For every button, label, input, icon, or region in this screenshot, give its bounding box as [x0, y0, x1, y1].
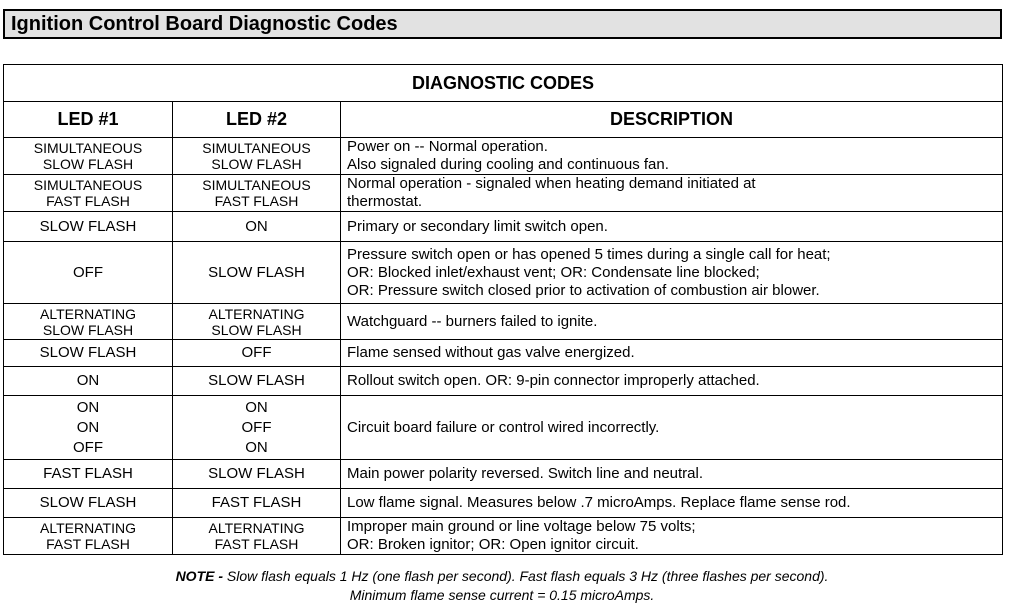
description-text: Circuit board failure or control wired incorrectly.: [347, 418, 660, 436]
led-state-text: OFF: [73, 438, 103, 456]
description-text: Primary or secondary limit switch open.: [347, 217, 608, 235]
page-title: Ignition Control Board Diagnostic Codes: [11, 13, 398, 35]
column-header-led1: LED #1: [4, 102, 173, 138]
cell-led2: [173, 304, 341, 340]
cell-led1: [4, 367, 173, 396]
table-row: [4, 340, 1003, 367]
description-text: OR: Broken ignitor; OR: Open ignitor circuit.: [347, 536, 639, 553]
cell-led2: [173, 460, 341, 489]
cell-led2: [173, 518, 341, 555]
table-row: [4, 175, 1003, 212]
cell-description: [341, 460, 1003, 489]
cell-description: [341, 175, 1003, 212]
cell-led2: [173, 138, 341, 175]
table-title-row: [4, 65, 1003, 102]
led-state-text: FAST FLASH: [43, 465, 133, 482]
led-state-text: SIMULTANEOUS: [202, 177, 311, 193]
table-row: [4, 242, 1003, 304]
description-text: Low flame signal. Measures below .7 microAmps. Replace flame sense rod.: [347, 494, 851, 511]
led-state-text: OFF: [241, 344, 272, 361]
note-text: Slow flash equals 1 Hz (one flash per second). Fast flash equals 3 Hz (three flashes per second).: [223, 568, 829, 584]
cell-led1: [4, 460, 173, 489]
cell-led2: [173, 340, 341, 367]
column-header-led2: LED #2: [173, 102, 341, 138]
cell-led1: [4, 396, 173, 460]
table-row: [4, 460, 1003, 489]
note-label: NOTE -: [175, 568, 224, 584]
table-body: [4, 138, 1003, 555]
led-state-text: ON: [245, 438, 268, 456]
led-state-text: SLOW FLASH: [39, 494, 137, 511]
led-state-text: ALTERNATING: [40, 520, 136, 536]
description-text: Normal operation - signaled when heating demand initiated at: [347, 175, 756, 192]
cell-led1: [4, 175, 173, 212]
led-state-text: SLOW FLASH: [208, 372, 305, 389]
cell-led1: [4, 242, 173, 304]
led-state-text: ON: [76, 418, 100, 436]
description-text: Main power polarity reversed. Switch line and neutral.: [347, 465, 704, 482]
description-text: OR: Pressure switch closed prior to activation of combustion air blower.: [347, 281, 820, 299]
table-row: [4, 212, 1003, 242]
led-state-text: ON: [245, 398, 268, 416]
led-state-text: ON: [76, 372, 100, 389]
led-state-text: SLOW FLASH: [208, 465, 305, 482]
cell-led2: [173, 489, 341, 518]
led-state-text: ALTERNATING: [40, 305, 136, 322]
led-state-text: SIMULTANEOUS: [33, 140, 143, 156]
table-row: [4, 304, 1003, 340]
description-text: thermostat.: [347, 193, 423, 210]
led-state-text: FAST FLASH: [214, 536, 299, 552]
led-state-text: SLOW FLASH: [211, 321, 302, 338]
led-state-text: OFF: [241, 418, 272, 436]
led-state-text: SLOW FLASH: [211, 156, 302, 172]
led-state-text: ALTERNATING: [208, 520, 305, 536]
description-text: Also signaled during cooling and continuous fan.: [347, 156, 669, 173]
cell-led1: [4, 489, 173, 518]
description-text: Power on -- Normal operation.: [347, 138, 548, 155]
cell-led1: [4, 138, 173, 175]
table-row: [4, 367, 1003, 396]
led-state-text: SLOW FLASH: [39, 217, 137, 235]
cell-description: [341, 518, 1003, 555]
cell-led1: [4, 518, 173, 555]
cell-led1: [4, 340, 173, 367]
description-text: Pressure switch open or has opened 5 times during a single call for heat;: [347, 245, 831, 263]
led-state-text: SLOW FLASH: [208, 263, 305, 281]
table-row: [4, 489, 1003, 518]
cell-description: [341, 212, 1003, 242]
page-title-banner: [3, 9, 1002, 39]
cell-led2: [173, 367, 341, 396]
note-line2: [0, 585, 1004, 605]
table-row: [4, 138, 1003, 175]
led-state-text: ON: [76, 398, 100, 416]
cell-description: [341, 242, 1003, 304]
cell-led1: [4, 212, 173, 242]
column-header-description: DESCRIPTION: [341, 102, 1003, 138]
led-state-text: ON: [245, 217, 268, 235]
led-state-text: SIMULTANEOUS: [202, 140, 311, 156]
cell-led2: [173, 242, 341, 304]
cell-led2: [173, 396, 341, 460]
note: [0, 566, 1004, 586]
cell-led2: [173, 212, 341, 242]
description-text: Flame sensed without gas valve energized.: [347, 344, 635, 361]
cell-description: [341, 396, 1003, 460]
diagnostic-codes-table: [3, 64, 1003, 555]
cell-description: [341, 138, 1003, 175]
led-state-text: FAST FLASH: [214, 193, 299, 209]
led-state-text: OFF: [73, 263, 103, 281]
led-state-text: SLOW FLASH: [39, 344, 137, 361]
cell-led1: [4, 304, 173, 340]
led-state-text: FAST FLASH: [46, 193, 130, 209]
cell-description: [341, 304, 1003, 340]
led-state-text: FAST FLASH: [46, 536, 130, 552]
description-text: Watchguard -- burners failed to ignite.: [347, 312, 598, 330]
description-text: Rollout switch open. OR: 9-pin connector improperly attached.: [347, 372, 760, 389]
cell-description: [341, 367, 1003, 396]
led-state-text: FAST FLASH: [211, 494, 302, 511]
cell-led2: [173, 175, 341, 212]
description-text: Improper main ground or line voltage below 75 volts;: [347, 518, 696, 535]
note-line2-text: Minimum flame sense current = 0.15 microAmps.: [349, 587, 655, 603]
led-state-text: SLOW FLASH: [42, 156, 134, 172]
description-text: OR: Blocked inlet/exhaust vent; OR: Condensate line blocked;: [347, 263, 760, 281]
table-row: [4, 518, 1003, 555]
cell-description: [341, 340, 1003, 367]
led-state-text: ALTERNATING: [208, 305, 305, 322]
led-state-text: SLOW FLASH: [42, 321, 134, 338]
cell-description: [341, 489, 1003, 518]
table-title: DIAGNOSTIC CODES: [4, 65, 1003, 102]
column-header-row: [4, 102, 1003, 138]
table-row: [4, 396, 1003, 460]
led-state-text: SIMULTANEOUS: [33, 177, 143, 193]
